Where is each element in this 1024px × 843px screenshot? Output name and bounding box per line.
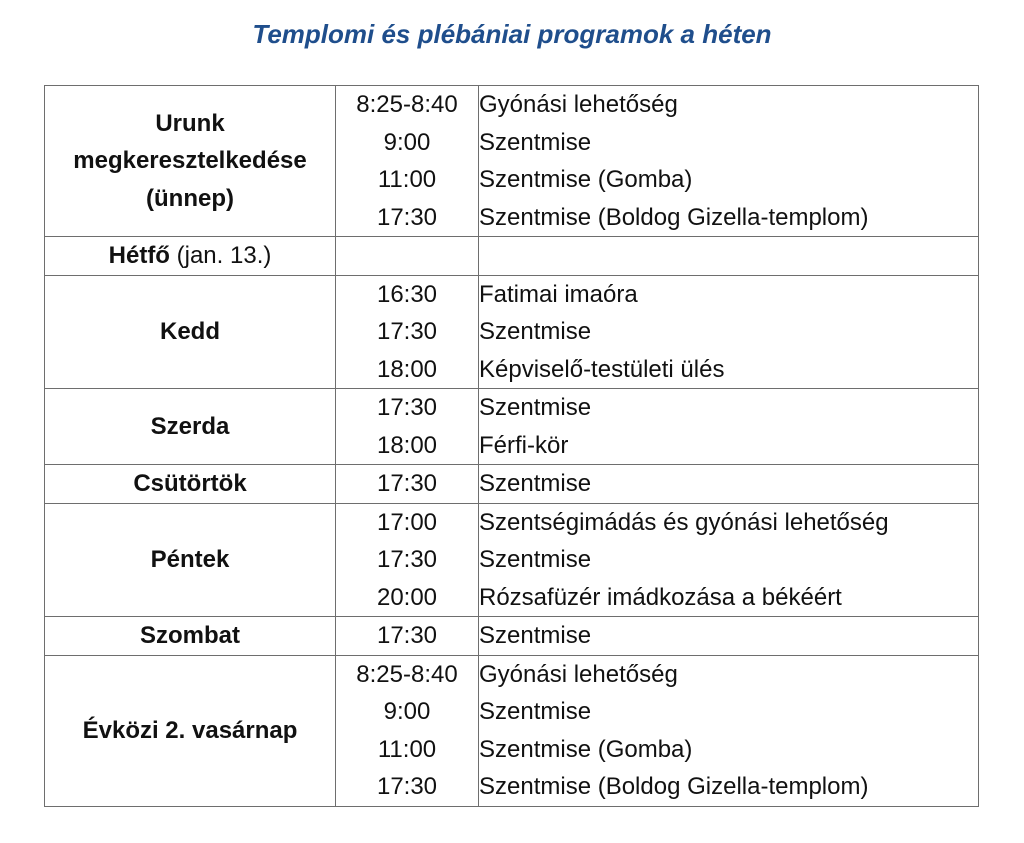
- event-cell: [479, 389, 979, 465]
- table-row: [45, 503, 979, 617]
- day-cell: [45, 275, 336, 389]
- day-name: Évközi 2. vasárnap: [82, 716, 298, 744]
- day-name: Urunk megkeresztelkedése (ünnep): [73, 109, 307, 212]
- entry-time: 18:00: [376, 431, 438, 459]
- entry-time: 17:30: [376, 773, 438, 800]
- entry-event: Szentmise: [479, 394, 592, 421]
- entry-event: Szentmise: [479, 622, 592, 649]
- table-row: [45, 389, 979, 465]
- entry-time: [336, 237, 478, 275]
- entry-time: 17:30: [376, 470, 438, 497]
- event-cell: [479, 655, 979, 806]
- entry-event: Szentségimádás és gyónási lehetőség: [479, 508, 889, 536]
- entry-time: 17:00: [376, 508, 438, 536]
- entry-time: 8:25-8:40: [356, 660, 458, 688]
- entry-event: Képviselő-testületi ülés: [479, 355, 725, 383]
- time-cell: [336, 86, 479, 237]
- entry-time: 11:00: [377, 735, 437, 763]
- entry-event: Szentmise: [479, 546, 592, 573]
- day-cell: [45, 237, 336, 276]
- schedule-body: [45, 86, 979, 807]
- day-cell: [45, 86, 336, 237]
- entry-event: Férfi-kör: [479, 431, 569, 459]
- time-cell: [336, 389, 479, 465]
- day-cell: [45, 465, 336, 504]
- entry-event: Szentmise: [479, 470, 592, 497]
- time-cell: [336, 237, 479, 276]
- entry-time: 20:00: [376, 583, 438, 611]
- day-name: Kedd: [160, 318, 220, 345]
- page-title: Templomi és plébániai programok a héten: [252, 19, 772, 49]
- entry-time: 17:30: [376, 318, 438, 345]
- entry-time: 17:30: [376, 546, 438, 573]
- entry-event: [479, 237, 978, 275]
- entry-time: 18:00: [376, 355, 438, 383]
- table-row: [45, 86, 979, 237]
- entry-time: 16:30: [376, 280, 438, 308]
- day-name: Szerda: [150, 412, 230, 440]
- entry-time: 17:30: [376, 622, 438, 649]
- entry-time: 11:00: [377, 166, 437, 193]
- entry-time: 17:30: [376, 203, 438, 231]
- entry-event: Fatimai imaóra: [479, 280, 638, 308]
- day-cell: [45, 617, 336, 656]
- entry-event: Szentmise (Boldog Gizella-templom): [479, 203, 869, 231]
- time-cell: [336, 503, 479, 617]
- event-cell: [479, 275, 979, 389]
- day-cell: [45, 503, 336, 617]
- entry-time: 8:25-8:40: [356, 91, 458, 118]
- table-row: [45, 465, 979, 504]
- time-cell: [336, 465, 479, 504]
- event-cell: [479, 465, 979, 504]
- day-date: (jan. 13.): [169, 242, 272, 269]
- day-cell: [45, 655, 336, 806]
- table-row: [45, 617, 979, 656]
- entry-event: Szentmise (Gomba): [479, 166, 693, 193]
- entry-time: 17:30: [376, 394, 438, 421]
- entry-event: Szentmise (Gomba): [479, 735, 693, 763]
- event-cell: [479, 86, 979, 237]
- table-row: [45, 237, 979, 276]
- schedule-table: [44, 85, 979, 807]
- entry-event: Gyónási lehetőség: [479, 660, 678, 688]
- entry-time: 9:00: [383, 698, 431, 725]
- day-name: Péntek: [150, 546, 230, 573]
- event-cell: [479, 617, 979, 656]
- time-cell: [336, 655, 479, 806]
- time-cell: [336, 275, 479, 389]
- day-name: Csütörtök: [133, 470, 247, 497]
- entry-event: Szentmise (Boldog Gizella-templom): [479, 773, 869, 800]
- event-cell: [479, 237, 979, 276]
- entry-time: 9:00: [383, 128, 431, 156]
- entry-event: Szentmise: [479, 698, 592, 725]
- event-cell: [479, 503, 979, 617]
- day-name: Szombat: [139, 622, 240, 649]
- table-row: [45, 275, 979, 389]
- entry-event: Szentmise: [479, 318, 592, 345]
- entry-event: Rózsafüzér imádkozása a békéért: [479, 583, 842, 611]
- day-name: Hétfő: [108, 242, 170, 269]
- entry-event: Szentmise: [479, 128, 592, 156]
- entry-event: Gyónási lehetőség: [479, 91, 678, 118]
- table-row: [45, 655, 979, 806]
- time-cell: [336, 617, 479, 656]
- day-cell: [45, 389, 336, 465]
